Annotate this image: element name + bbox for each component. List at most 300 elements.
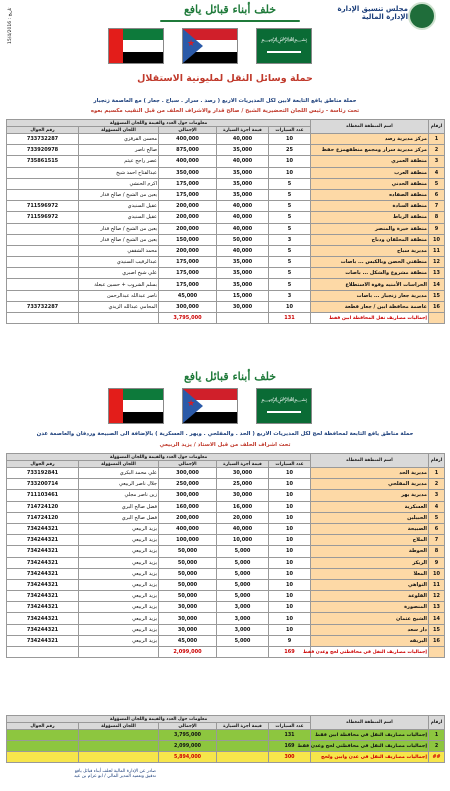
footer-line-1: صادر عن الإدارة المالية لحلف أبناء قبائل يافع [74, 769, 156, 774]
col-committee-header: اللجان المسؤولة [79, 127, 159, 134]
row-total: 200,000 [159, 212, 217, 223]
row-count: 10 [269, 501, 311, 512]
row-count: 5 [269, 178, 311, 189]
row-total: 45,000 [159, 635, 217, 646]
col-group-header: معلومات حول العدد والقيمة واللجان المسؤولة [7, 454, 311, 461]
saudi-flag-icon: ﷽ [256, 28, 312, 64]
row-phone: 734244321 [7, 523, 79, 534]
org-line-2: الإدارة المالية [361, 13, 408, 21]
row-area: منطقتي الحصن وبالكبس ... باصات [311, 257, 429, 268]
col-price-header: قيمة أجرة السيارة [217, 461, 269, 468]
row-total: 400,000 [159, 523, 217, 534]
section1-total-count: 131 [269, 313, 311, 324]
row-committee: يزيد الربيعي [79, 568, 159, 579]
saudi-flag-icon: ﷽ [256, 388, 312, 424]
row-price: 3,000 [217, 624, 269, 635]
table-row [7, 134, 445, 145]
row-count: 25 [269, 145, 311, 156]
footer-line-2: تدقيق وتعميد المدير المالي / ابو عزام بن عيه [74, 774, 156, 779]
row-price: 35,000 [217, 145, 269, 156]
row-total: 200,000 [159, 512, 217, 523]
row-phone: 734244321 [7, 602, 79, 613]
table-row [7, 145, 445, 156]
row-phone [7, 268, 79, 279]
table-row [7, 624, 445, 635]
table-row [7, 613, 445, 624]
table-row [7, 468, 445, 479]
row-price: 40,000 [217, 134, 269, 145]
row-area: مديرية يهر [311, 490, 429, 501]
row-price: 5,000 [217, 557, 269, 568]
row-count: 5 [269, 189, 311, 200]
document-date: تاريخ : 15/4/2016 [8, 7, 13, 44]
row-price: 5,000 [217, 579, 269, 590]
col-area-header: اسم المنطقة المغطاه [311, 716, 429, 730]
row-total: 175,000 [159, 279, 217, 290]
row-phone: 734244321 [7, 557, 79, 568]
grand-idx: ## [429, 752, 445, 763]
row-count: 10 [269, 546, 311, 557]
row-committee: علي شيخ اصبري [79, 268, 159, 279]
row-count: 10 [269, 156, 311, 167]
col-price-header: قيمة أجرة السيارة [217, 723, 269, 730]
table-row [7, 212, 445, 223]
row-price: 35,000 [217, 178, 269, 189]
row-index: 7 [429, 201, 445, 212]
col-idx-header: ارقام [429, 454, 445, 468]
row-price: 25,000 [217, 479, 269, 490]
row-index: 13 [429, 268, 445, 279]
col-count-header: عدد السيارات [269, 461, 311, 468]
summary-count: 131 [269, 730, 311, 741]
row-phone [7, 189, 79, 200]
row-area: مركز مديرية رصد [311, 134, 429, 145]
table-row [7, 189, 445, 200]
section1-total-amount: 3,795,000 [159, 313, 217, 324]
row-count: 5 [269, 201, 311, 212]
row-index: 15 [429, 290, 445, 301]
row-index: 12 [429, 591, 445, 602]
row-phone: 734244321 [7, 613, 79, 624]
row-committee: زين ناصر مجلي [79, 490, 159, 501]
table-row [7, 546, 445, 557]
row-total: 100,000 [159, 535, 217, 546]
row-price: 5,000 [217, 591, 269, 602]
row-count: 9 [269, 635, 311, 646]
row-count: 10 [269, 602, 311, 613]
row-phone: 733192841 [7, 468, 79, 479]
row-area: مديرية الحد [311, 468, 429, 479]
row-index: 11 [429, 245, 445, 256]
row-total: 200,000 [159, 245, 217, 256]
row-index: 1 [429, 134, 445, 145]
summary-index: 1 [429, 730, 445, 741]
row-area: دار سعد [311, 624, 429, 635]
table-row [7, 602, 445, 613]
row-phone: 734244321 [7, 591, 79, 602]
row-total: 160,000 [159, 501, 217, 512]
header [0, 0, 450, 28]
row-price: 3,000 [217, 602, 269, 613]
row-price: 15,000 [217, 290, 269, 301]
row-phone: 733732287 [7, 134, 79, 145]
row-committee: فضل صالح البري [79, 501, 159, 512]
row-area: الحوطة [311, 546, 429, 557]
row-committee: محمد الشقفي [79, 245, 159, 256]
row-area: الصبيحة [311, 523, 429, 534]
row-committee: عقيل السنيدي [79, 201, 159, 212]
row-committee: يزيد الربيعي [79, 613, 159, 624]
row-committee: عبدالرقيب السنيدي [79, 257, 159, 268]
uae-flag-icon [108, 388, 164, 424]
row-phone: 734244321 [7, 535, 79, 546]
row-index: 6 [429, 523, 445, 534]
row-count: 3 [269, 290, 311, 301]
row-count: 10 [269, 535, 311, 546]
col-area-header: اسم المنطقة المغطاه [311, 454, 429, 468]
row-phone: 714724120 [7, 501, 79, 512]
section1-total-label: إجماليات مصاريف نقل المحافظة ابين فقط [311, 313, 429, 324]
row-index: 1 [429, 468, 445, 479]
row-count: 5 [269, 212, 311, 223]
flags-row [108, 28, 312, 64]
row-phone: 711596972 [7, 212, 79, 223]
row-index: 9 [429, 223, 445, 234]
row-area: مركز مديرية سرار ومجمع منطقهمزع حفظ [311, 145, 429, 156]
row-index: 2 [429, 479, 445, 490]
row-committee: يعين من الشيخ / صالح قدار [79, 223, 159, 234]
row-phone [7, 257, 79, 268]
row-total: 50,000 [159, 557, 217, 568]
row-count: 10 [269, 624, 311, 635]
row-area: منطقة الصفاده [311, 189, 429, 200]
table-row [7, 512, 445, 523]
row-total: 300,000 [159, 468, 217, 479]
table-row [7, 591, 445, 602]
row-total: 175,000 [159, 268, 217, 279]
row-area: البريقه [311, 635, 429, 646]
row-index: 12 [429, 257, 445, 268]
lahj-aden-table [6, 453, 445, 658]
col-group-header: معلومات حول العدد والقيمة واللجان المسؤولة [7, 120, 311, 127]
row-index: 14 [429, 613, 445, 624]
row-committee: يزيد الربيعي [79, 591, 159, 602]
row-price: 10,000 [217, 535, 269, 546]
row-area: منطقة العمري [311, 156, 429, 167]
row-phone: 733200714 [7, 479, 79, 490]
row-area: منطقة السادة [311, 201, 429, 212]
row-area: العسكرية [311, 501, 429, 512]
table-row [7, 301, 445, 312]
calligraphy-underline [160, 20, 300, 22]
row-area: القلوعة [311, 591, 429, 602]
table-row [7, 178, 445, 189]
col-count-header: عدد السيارات [269, 127, 311, 134]
row-phone: 735861515 [7, 156, 79, 167]
section2-total-amount: 2,099,000 [159, 647, 217, 658]
row-total: 30,000 [159, 624, 217, 635]
row-count: 5 [269, 245, 311, 256]
table-row [7, 523, 445, 534]
row-index: 2 [429, 145, 445, 156]
row-count: 10 [269, 301, 311, 312]
row-count: 10 [269, 134, 311, 145]
summary-index: 2 [429, 741, 445, 752]
row-index: 10 [429, 234, 445, 245]
row-total: 175,000 [159, 189, 217, 200]
row-area: المنصورة [311, 602, 429, 613]
row-phone: 711596972 [7, 201, 79, 212]
row-count: 10 [269, 167, 311, 178]
row-index: 9 [429, 557, 445, 568]
grand-total-label: إجماليات مصاريف النقل في عدن وابين ولحج [311, 752, 429, 763]
row-total: 50,000 [159, 579, 217, 590]
row-committee: يزيد الربيعي [79, 602, 159, 613]
table-row [7, 479, 445, 490]
footer-note [6, 769, 156, 779]
row-price: 35,000 [217, 167, 269, 178]
organization-name [337, 5, 408, 21]
flags-row-2 [108, 388, 312, 424]
row-phone [7, 234, 79, 245]
row-index: 8 [429, 212, 445, 223]
row-total: 45,000 [159, 290, 217, 301]
table-row [7, 201, 445, 212]
row-count: 10 [269, 523, 311, 534]
row-phone: 711103461 [7, 490, 79, 501]
table-row [7, 635, 445, 646]
row-committee: جلال ناصر الربيعي [79, 479, 159, 490]
table-row [7, 223, 445, 234]
row-price: 40,000 [217, 523, 269, 534]
row-committee: محسن القرقزي [79, 134, 159, 145]
grand-count: 300 [269, 752, 311, 763]
row-committee: فضل صالح البري [79, 512, 159, 523]
row-committee: عبدالفتاح احمد شيخ [79, 167, 159, 178]
row-price: 20,000 [217, 512, 269, 523]
row-committee: المحامي عبدالله الزيدي [79, 301, 159, 312]
row-total: 30,000 [159, 602, 217, 613]
row-price: 30,000 [217, 301, 269, 312]
row-phone: 733732287 [7, 301, 79, 312]
row-phone: 734244321 [7, 624, 79, 635]
row-index: 5 [429, 512, 445, 523]
summary-area: إجماليات مصاريف النقل في محافظة ابين فقط [311, 730, 429, 741]
row-count: 5 [269, 268, 311, 279]
row-phone: 733920978 [7, 145, 79, 156]
row-area: الملاح [311, 535, 429, 546]
row-index: 7 [429, 535, 445, 546]
row-total: 175,000 [159, 257, 217, 268]
row-committee: يزيد الربيعي [79, 579, 159, 590]
table-row [7, 167, 445, 178]
row-total: 875,000 [159, 145, 217, 156]
table-row [7, 535, 445, 546]
row-price: 50,000 [217, 234, 269, 245]
row-area: منطقة العرب [311, 167, 429, 178]
col-area-header: اسم المنطقة المغطاه [311, 120, 429, 134]
row-committee: يزيد الربيعي [79, 557, 159, 568]
summary-total: 2,099,000 [159, 741, 217, 752]
row-count: 10 [269, 591, 311, 602]
section2-total-count: 169 [269, 647, 311, 658]
row-index: 4 [429, 167, 445, 178]
row-count: 5 [269, 257, 311, 268]
page-title: حملة وسائل النقل لمليونية الاستقلال [137, 73, 313, 84]
row-index: 5 [429, 178, 445, 189]
row-total: 200,000 [159, 201, 217, 212]
row-index: 6 [429, 189, 445, 200]
row-count: 10 [269, 557, 311, 568]
row-area: مديرية سباح [311, 245, 429, 256]
row-area: مديرية المفلحي [311, 479, 429, 490]
org-line-1: مجلس تنسيق الإدارة [337, 5, 408, 13]
table-row [7, 279, 445, 290]
row-count: 10 [269, 568, 311, 579]
row-phone [7, 167, 79, 178]
row-index: 15 [429, 624, 445, 635]
row-total: 350,000 [159, 167, 217, 178]
row-count: 3 [269, 234, 311, 245]
row-price: 35,000 [217, 268, 269, 279]
col-phone-header: رقم الجوال [7, 461, 79, 468]
row-committee: يزيد الربيعي [79, 624, 159, 635]
row-count: 10 [269, 468, 311, 479]
uae-flag-icon [108, 28, 164, 64]
section1-supervisors: تحت رئاسة - رئيس اللجان التحضيرية الشيخ / صالح قدار والاشراف الحلف من قبل النقيب مكسيم بعوه [90, 108, 360, 114]
row-count: 10 [269, 490, 311, 501]
col-count-header: عدد السيارات [269, 723, 311, 730]
row-committee: يعين من الشيخ / صالح قدار [79, 234, 159, 245]
row-phone: 734244321 [7, 635, 79, 646]
row-index: 13 [429, 602, 445, 613]
row-price: 40,000 [217, 201, 269, 212]
row-committee: صالح ناصر [79, 145, 159, 156]
summary-row [7, 730, 445, 741]
table-row [7, 156, 445, 167]
row-index: 11 [429, 579, 445, 590]
row-total: 150,000 [159, 234, 217, 245]
summary-total: 3,795,000 [159, 730, 217, 741]
table-row [7, 245, 445, 256]
row-index: 3 [429, 156, 445, 167]
row-phone [7, 279, 79, 290]
row-count: 10 [269, 579, 311, 590]
row-area: منطقة مشروع والشكل ... باصات [311, 268, 429, 279]
col-total-header: الإجمالي [159, 461, 217, 468]
row-area: منطقة الرباط [311, 212, 429, 223]
table-row [7, 290, 445, 301]
col-phone-header: رقم الجوال [7, 723, 79, 730]
south-yemen-flag-icon: ★ [182, 388, 238, 424]
row-phone [7, 178, 79, 189]
section2-subtitle: حملة مناطق يافع التابعة لمحافظة لحج لكل المديريات الاربع ( الحد . والمفلحي . ويهر . العسكرية ) بالإضافة الى الصبيحة وردفان والعاصمة عدن [36, 431, 414, 437]
row-index: 16 [429, 635, 445, 646]
row-area: مديرية جعار زنجبار ... باصات [311, 290, 429, 301]
row-price: 5,000 [217, 568, 269, 579]
row-committee: عقيل السنيدي [79, 212, 159, 223]
row-index: 3 [429, 490, 445, 501]
summary-count: 169 [269, 741, 311, 752]
row-total: 175,000 [159, 178, 217, 189]
row-phone [7, 245, 79, 256]
row-index: 8 [429, 546, 445, 557]
row-total: 50,000 [159, 568, 217, 579]
row-total: 400,000 [159, 134, 217, 145]
col-committee-header: اللجان المسؤولة [79, 461, 159, 468]
row-count: 10 [269, 479, 311, 490]
row-count: 10 [269, 613, 311, 624]
col-idx-header: ارقام [429, 120, 445, 134]
summary-table [6, 715, 445, 763]
table-row [7, 257, 445, 268]
row-index: 16 [429, 301, 445, 312]
row-price: 35,000 [217, 279, 269, 290]
row-total: 300,000 [159, 490, 217, 501]
row-price: 5,000 [217, 546, 269, 557]
row-price: 40,000 [217, 212, 269, 223]
row-phone [7, 223, 79, 234]
col-total-header: الإجمالي [159, 723, 217, 730]
row-area: التواهي [311, 579, 429, 590]
row-total: 50,000 [159, 591, 217, 602]
row-committee: اكرم الحنشي [79, 178, 159, 189]
row-committee: يزيد الربيعي [79, 546, 159, 557]
col-group-header: معلومات حول العدد والقيمة واللجان المسؤولة [7, 716, 311, 723]
row-committee: يزيد الربيعي [79, 635, 159, 646]
section2-total-label: إجماليات مصاريف النقل في محافظتي لحج وعدن فقط [311, 647, 429, 658]
row-area: منطقة خيرة والمنصر [311, 223, 429, 234]
row-phone [7, 290, 79, 301]
row-price: 30,000 [217, 490, 269, 501]
row-committee: يعين من الشيخ / صالح قدار [79, 189, 159, 200]
calligraphy-banner: خلف أبناء قبائل يافع [183, 3, 277, 16]
table-row [7, 557, 445, 568]
row-total: 200,000 [159, 223, 217, 234]
row-phone: 714724120 [7, 512, 79, 523]
abyan-table [6, 119, 445, 324]
row-area: الشيخ عثمان [311, 613, 429, 624]
col-committee-header: اللجان المسؤولة [79, 723, 159, 730]
table-row [7, 490, 445, 501]
table-row [7, 568, 445, 579]
row-committee: علي محمد البكري [79, 468, 159, 479]
section1-subtitle: حملة مناطق يافع التابعة لابين لكل المديريات الاربع ( رصد . سرار . سباح . جعار ) مع العاصمة زنجبار [93, 98, 357, 104]
row-price: 40,000 [217, 223, 269, 234]
row-total: 300,000 [159, 301, 217, 312]
row-total: 250,000 [159, 479, 217, 490]
table-row [7, 268, 445, 279]
col-total-header: الإجمالي [159, 127, 217, 134]
calligraphy-banner-2: خلف أبناء قبائل يافع [183, 370, 277, 383]
table-row [7, 234, 445, 245]
row-index: 14 [429, 279, 445, 290]
row-area: عاصمة محافظة ابين / جعار قطعة [311, 301, 429, 312]
row-price: 40,000 [217, 245, 269, 256]
row-area: المعلا [311, 568, 429, 579]
col-idx-header: ارقام [429, 716, 445, 730]
south-yemen-flag-icon: ★ [182, 28, 238, 64]
col-phone-header: رقم الجوال [7, 127, 79, 134]
row-price: 40,000 [217, 156, 269, 167]
table-row [7, 579, 445, 590]
row-price: 35,000 [217, 257, 269, 268]
row-price: 16,000 [217, 501, 269, 512]
row-index: 4 [429, 501, 445, 512]
row-committee: عصر راجح عيثم [79, 156, 159, 167]
grand-total: 5,894,000 [159, 752, 217, 763]
row-count: 10 [269, 512, 311, 523]
